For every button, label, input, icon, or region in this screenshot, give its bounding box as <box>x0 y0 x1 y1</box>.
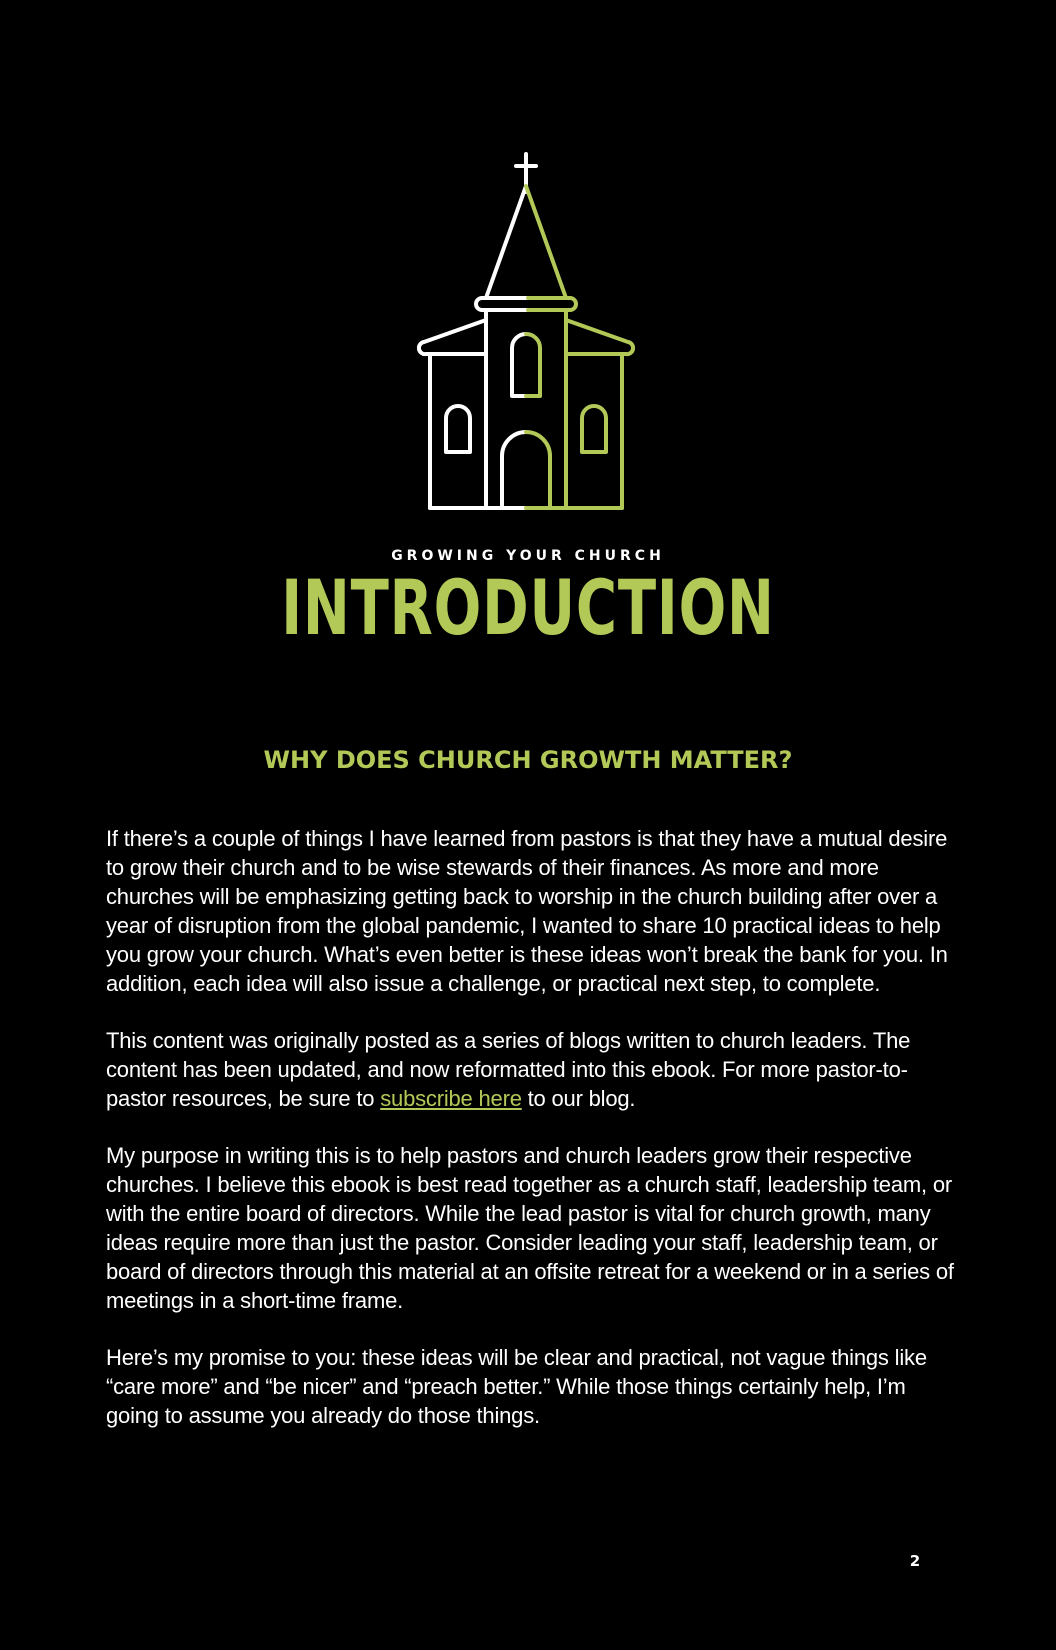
paragraph-1: If there’s a couple of things I have learned from pastors is that they have a mutual desire to grow their church and to be wise stewards of their finances. As more and more churches will be emphasizing getting back to worship in the church building after over a year of disruption from the global pandemic, I wanted to share 10 practical ideas to help you grow your church. What’s even better is these ideas won’t break the bank for you. In addition, each idea will also issue a challenge, or practical next step, to complete. <box>106 826 948 996</box>
body-text <box>106 824 956 1458</box>
paragraph-2-text-after: to our blog. <box>521 1086 636 1111</box>
subscribe-link[interactable]: subscribe here <box>380 1086 522 1111</box>
paragraph-2-text-before: This content was originally posted as a series of blogs written to church leaders. The content has been updated, and now reformatted into this ebook. For more pastor-to-pastor resources, be sure to <box>106 1028 911 1111</box>
church-icon <box>412 152 644 512</box>
section-heading: WHY DOES CHURCH GROWTH MATTER? <box>263 746 793 774</box>
eyebrow-label: GROWING YOUR CHURCH <box>391 548 665 564</box>
page-title: INTRODUCTION <box>281 563 775 652</box>
paragraph-3: My purpose in writing this is to help pastors and church leaders grow their respective churches. I believe this ebook is best read together as a church staff, leadership team, or with the entire board of directors. While the lead pastor is vital for church growth, many ideas require more than just the pastor. Consider leading your staff, leadership team, or board of directors through this material at an offsite retreat for a weekend or in a series of meetings in a short-time frame. <box>106 1143 954 1313</box>
page-number: 2 <box>909 1552 921 1570</box>
paragraph-2 <box>106 1026 956 1113</box>
paragraph-4: Here’s my promise to you: these ideas will be clear and practical, not vague things like “care more” and “be nicer” and “preach better.” While those things certainly help, I’m going to assume you already do those things. <box>106 1345 927 1428</box>
